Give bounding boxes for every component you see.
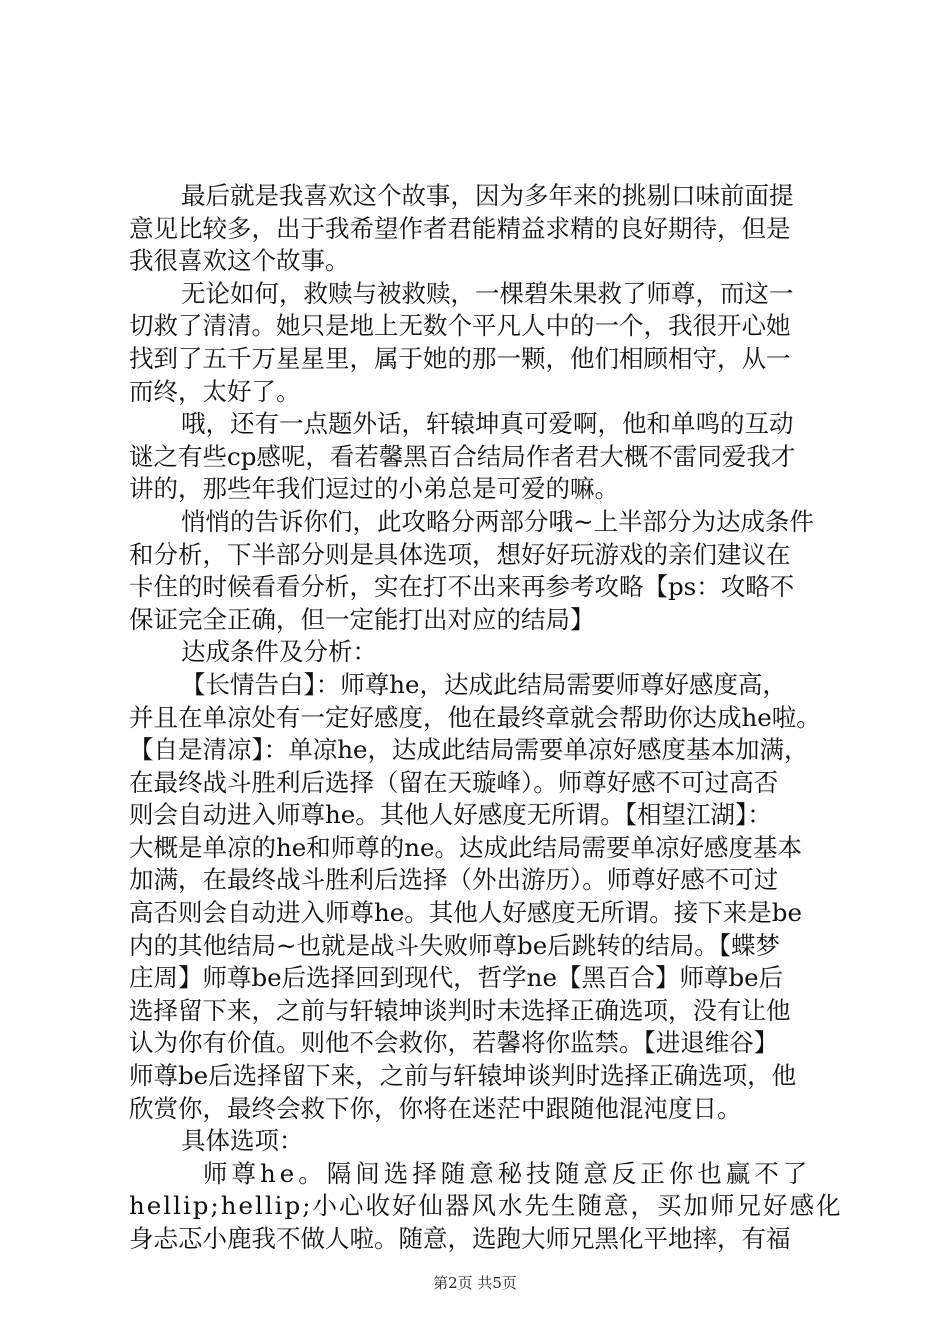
text-line: 【自是清凉】：单凉he，达成此结局需要单凉好感度基本加满， bbox=[129, 735, 809, 765]
text-line: 和分析，下半部分则是具体选项，想好好玩游戏的亲们建议在 bbox=[129, 539, 791, 569]
text-line: 保证完全正确，但一定能打出对应的结局】 bbox=[129, 604, 595, 634]
section-heading: 具体选项： bbox=[181, 1126, 304, 1156]
text-line: 选择留下来，之前与轩辕坤谈判时未选择正确选项，没有让他 bbox=[129, 995, 791, 1025]
text-line: 讲的，那些年我们逗过的小弟总是可爱的嘛。 bbox=[129, 474, 619, 504]
text-line: 悄悄的告诉你们，此攻略分两部分哦~上半部分为达成条件 bbox=[181, 506, 815, 536]
text-line: 切救了清清。她只是地上无数个平凡人中的一个，我很开心她 bbox=[129, 311, 791, 341]
text-line: hellip;hellip;小心收好仙器风水先生随意，买加师兄好感化 bbox=[129, 1191, 843, 1221]
text-line: 我很喜欢这个故事。 bbox=[129, 246, 350, 276]
text-line: 【长情告白】：师尊he，达成此结局需要师尊好感度高， bbox=[181, 669, 788, 699]
text-line: 师尊he。隔间选择随意秘技随意反正你也赢不了 bbox=[203, 1158, 812, 1188]
text-line: 加满，在最终战斗胜利后选择（外出游历）。师尊好感不可过 bbox=[129, 865, 779, 895]
text-line: 欣赏你，最终会救下你，你将在迷茫中跟随他混沌度日。 bbox=[129, 1093, 742, 1123]
text-line: 谜之有些cp感呢，看若馨黑百合结局作者君大概不雷同爱我才 bbox=[129, 441, 796, 471]
text-line: 无论如何，救赎与被救赎，一棵碧朱果救了师尊，而这一 bbox=[181, 278, 794, 308]
text-line: 卡住的时候看看分析，实在打不出来再参考攻略【ps：攻略不 bbox=[129, 572, 795, 602]
text-line: 而终，太好了。 bbox=[129, 376, 301, 406]
text-line: 最后就是我喜欢这个故事，因为多年来的挑剔口味前面提 bbox=[181, 181, 794, 210]
text-line: 身忐忑小鹿我不做人啦。随意，选跑大师兄黑化平地摔，有福 bbox=[129, 1224, 791, 1253]
text-line: 找到了五千万星星里，属于她的那一颗，他们相顾相守，从一 bbox=[129, 343, 791, 373]
text-line: 并且在单凉处有一定好感度，他在最终章就会帮助你达成he啦。 bbox=[129, 702, 821, 732]
text-line: 哦，还有一点题外话，轩辕坤真可爱啊，他和单鸣的互动 bbox=[181, 409, 794, 439]
text-line: 认为你有价值。则他不会救你，若馨将你监禁。【进退维谷】 bbox=[129, 1028, 779, 1058]
text-line: 则会自动进入师尊he。其他人好感度无所谓。【相望江湖】： bbox=[129, 800, 772, 830]
text-line: 师尊be后选择留下来，之前与轩辕坤谈判时选择正确选项，他 bbox=[129, 1061, 797, 1091]
text-line: 大概是单凉的he和师尊的ne。达成此结局需要单凉好感度基本 bbox=[129, 832, 803, 862]
document-body bbox=[129, 180, 843, 1256]
text-line: 在最终战斗胜利后选择（留在天璇峰）。师尊好感不可过高否 bbox=[129, 767, 779, 797]
text-line: 内的其他结局~也就是战斗失败师尊be后跳转的结局。【蝶梦 bbox=[129, 930, 780, 960]
text-line: 意见比较多，出于我希望作者君能精益求精的良好期待，但是 bbox=[129, 213, 791, 243]
page-number-footer: 第2页 共5页 bbox=[433, 1274, 517, 1292]
text-line: 庄周】师尊be后选择回到现代，哲学ne【黑百合】师尊be后 bbox=[129, 963, 784, 993]
text-line: 高否则会自动进入师尊he。其他人好感度无所谓。接下来是be bbox=[129, 898, 802, 928]
section-heading: 达成条件及分析： bbox=[181, 637, 377, 667]
